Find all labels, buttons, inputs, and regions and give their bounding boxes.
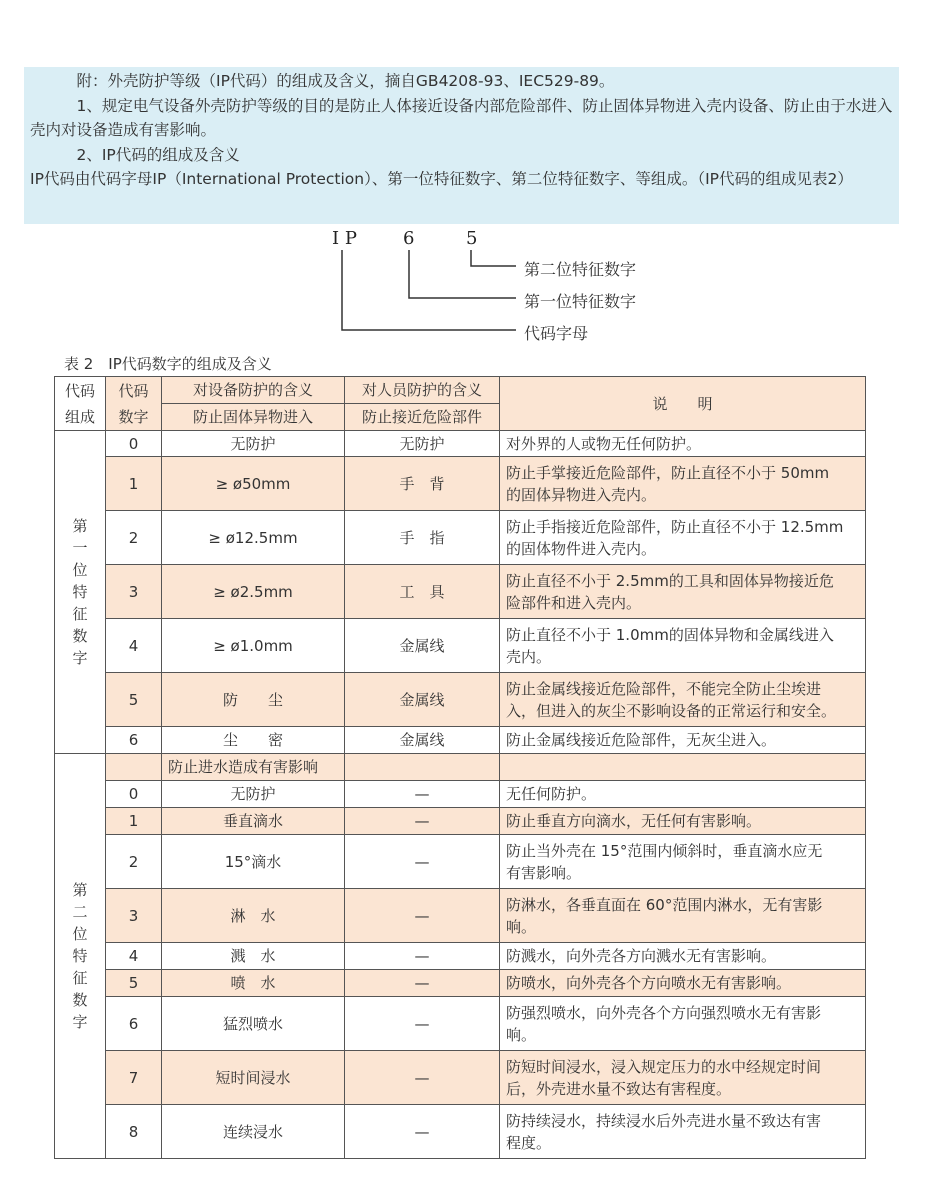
- group2-desc-line2: 有害影响。: [506, 863, 582, 882]
- group2-desc: [500, 997, 866, 1051]
- group1-equip: ≥ ø50mm: [162, 457, 345, 511]
- group2-equip: 垂直滴水: [162, 808, 345, 835]
- group2-row: [55, 781, 866, 808]
- group2-subheader-desc: [500, 754, 866, 781]
- header-desc: 说 明: [500, 377, 866, 431]
- header-person-bottom: 防止接近危险部件: [345, 404, 500, 431]
- header-person-top: 对人员防护的含义: [345, 377, 500, 404]
- group1-desc-line2: 的固体异物进入壳内。: [506, 485, 657, 504]
- group2-desc: [500, 943, 866, 970]
- diagram-second-digit: 5: [466, 228, 478, 249]
- group1-desc-line1: 防止金属线接近危险部件，无灰尘进入。: [506, 731, 777, 749]
- group1-equip: 尘 密: [162, 727, 345, 754]
- ip-code-table: [54, 376, 866, 1159]
- group2-num: 7: [106, 1051, 162, 1105]
- group1-num: 0: [106, 431, 162, 457]
- group2-person: —: [345, 1051, 500, 1105]
- group2-row: [55, 1051, 866, 1105]
- group2-row: [55, 1105, 866, 1159]
- diagram-code-letters: I P: [332, 228, 357, 249]
- group2-row: [55, 889, 866, 943]
- group1-row: [55, 565, 866, 619]
- group1-desc-line1: 防止手掌接近危险部件，防止直径不小于 50mm: [506, 463, 830, 482]
- group1-row: [55, 619, 866, 673]
- group2-desc-line1: 防喷水，向外壳各个方向喷水无有害影响。: [506, 974, 792, 992]
- group2-num: 0: [106, 781, 162, 808]
- group1-equip: ≥ ø2.5mm: [162, 565, 345, 619]
- group1-desc-line2: 壳内。: [506, 647, 552, 666]
- group1-desc: [500, 431, 866, 457]
- header-equip-bottom: 防止固体异物进入: [162, 404, 345, 431]
- group1-person: 手 背: [345, 457, 500, 511]
- group1-row: [55, 511, 866, 565]
- header-code-group-text: 代码 组成: [64, 381, 95, 426]
- header-code-group: [55, 377, 106, 431]
- group2-desc-line1: 防持续浸水，持续浸水后外壳进水量不致达有害: [506, 1111, 822, 1130]
- group2-desc: [500, 808, 866, 835]
- group2-desc: [500, 835, 866, 889]
- group1-row: [55, 673, 866, 727]
- group1-row: [55, 457, 866, 511]
- group2-desc: [500, 1105, 866, 1159]
- group1-num: 3: [106, 565, 162, 619]
- group2-row: [55, 808, 866, 835]
- group2-equip: 猛烈喷水: [162, 997, 345, 1051]
- intro-line-3: 2、IP代码的组成及含义: [76, 145, 240, 164]
- group1-row: [55, 727, 866, 754]
- group2-num: 3: [106, 889, 162, 943]
- group1-person: 工 具: [345, 565, 500, 619]
- group2-desc-line2: 响。: [506, 917, 537, 936]
- group2-person: —: [345, 808, 500, 835]
- group2-desc-line1: 防溅水，向外壳各方向溅水无有害影响。: [506, 947, 777, 965]
- group1-desc-line1: 防止直径不小于 1.0mm的固体异物和金属线进入: [506, 625, 834, 644]
- group2-subheader-row: [55, 754, 866, 781]
- group1-desc-line2: 险部件和进入壳内。: [506, 593, 642, 612]
- group2-body: [55, 754, 866, 1159]
- group2-subheader-num: [106, 754, 162, 781]
- group2-num: 1: [106, 808, 162, 835]
- group2-row: [55, 943, 866, 970]
- group2-row: [55, 997, 866, 1051]
- group2-desc-line1: 防强烈喷水，向外壳各个方向强烈喷水无有害影: [506, 1003, 822, 1022]
- group1-row: [55, 431, 866, 457]
- group1-desc: [500, 727, 866, 754]
- label-code-letters: 代码字母: [524, 324, 589, 343]
- diagram-first-digit: 6: [403, 228, 415, 249]
- connector-code-letters: [342, 250, 516, 330]
- group1-desc: [500, 457, 866, 511]
- group1-num: 1: [106, 457, 162, 511]
- group2-equip: 喷 水: [162, 970, 345, 997]
- group1-desc-line2: 入，但进入的灰尘不影响设备的正常运行和安全。: [506, 701, 837, 720]
- intro-panel: [24, 67, 899, 224]
- group2-subheader: 防止进水造成有害影响: [162, 754, 345, 781]
- group2-desc: [500, 1051, 866, 1105]
- group2-row: [55, 970, 866, 997]
- group2-desc-line2: 程度。: [506, 1133, 552, 1152]
- group1-equip: 防 尘: [162, 673, 345, 727]
- group2-desc-line1: 防止垂直方向滴水，无任何有害影响。: [506, 812, 762, 830]
- group1-num: 4: [106, 619, 162, 673]
- connector-second-digit: [471, 250, 516, 266]
- group1-equip: ≥ ø1.0mm: [162, 619, 345, 673]
- group2-equip: 淋 水: [162, 889, 345, 943]
- intro-line-4: IP代码由代码字母IP（International Protection）、第一位特征数字、第二位特征数字、等组成。（IP代码的组成见表2）: [30, 170, 853, 188]
- header-equip-top: 对设备防护的含义: [162, 377, 345, 404]
- group2-person: —: [345, 970, 500, 997]
- label-second-digit: 第二位特征数字: [524, 260, 637, 279]
- group2-equip: 溅 水: [162, 943, 345, 970]
- group2-person: —: [345, 943, 500, 970]
- group2-num: 5: [106, 970, 162, 997]
- header-code-digit-text: 代码 数字: [118, 381, 149, 426]
- group1-desc: [500, 511, 866, 565]
- intro-line-1: 附：外壳防护等级（IP代码）的组成及含义，摘自GB4208-93、IEC529-89。: [76, 72, 615, 90]
- group2-equip: 15°滴水: [162, 835, 345, 889]
- group2-desc-line2: 后，外壳进水量不致达有害程度。: [506, 1079, 732, 1098]
- group1-person: 金属线: [345, 619, 500, 673]
- group2-num: 8: [106, 1105, 162, 1159]
- group1-desc-line1: 防止直径不小于 2.5mm的工具和固体异物接近危: [506, 571, 834, 590]
- group1-desc-line2: 的固体物件进入壳内。: [506, 539, 657, 558]
- table-caption: 表 2 IP代码数字的组成及含义: [64, 355, 272, 373]
- group2-subheader-person: [345, 754, 500, 781]
- header-code-digit: [106, 377, 162, 431]
- group2-desc-line1: 防短时间浸水，浸入规定压力的水中经规定时间: [506, 1057, 822, 1076]
- group2-row: [55, 835, 866, 889]
- group2-label: 第 二 位 特 征 数 字: [55, 754, 106, 1159]
- header-row: [55, 377, 866, 404]
- group2-desc-line2: 响。: [506, 1025, 537, 1044]
- group1-label: 第 一 位 特 征 数 字: [55, 431, 106, 754]
- group2-num: 4: [106, 943, 162, 970]
- group1-person: 手 指: [345, 511, 500, 565]
- group2-desc: [500, 889, 866, 943]
- group1-num: 2: [106, 511, 162, 565]
- group1-desc: [500, 673, 866, 727]
- group1-person: 金属线: [345, 727, 500, 754]
- group2-desc: [500, 970, 866, 997]
- group2-desc-line1: 无任何防护。: [506, 785, 597, 803]
- group2-desc: [500, 781, 866, 808]
- group2-num: 2: [106, 835, 162, 889]
- group2-desc-line1: 防止当外壳在 15°范围内倾斜时，垂直滴水应无: [506, 841, 823, 860]
- connector-first-digit: [409, 250, 516, 298]
- group1-num: 5: [106, 673, 162, 727]
- group2-equip: 短时间浸水: [162, 1051, 345, 1105]
- group2-person: —: [345, 997, 500, 1051]
- group1-desc-line1: 防止金属线接近危险部件，不能完全防止尘埃进: [506, 679, 822, 698]
- group1-person: 无防护: [345, 431, 500, 457]
- group1-person: 金属线: [345, 673, 500, 727]
- group2-person: —: [345, 1105, 500, 1159]
- group1-desc-line1: 防止手指接近危险部件，防止直径不小于 12.5mm: [506, 517, 844, 536]
- group2-person: —: [345, 835, 500, 889]
- group2-desc-line1: 防淋水，各垂直面在 60°范围内淋水，无有害影: [506, 895, 823, 914]
- group1-body: [55, 431, 866, 754]
- group2-person: —: [345, 781, 500, 808]
- group2-equip: 连续浸水: [162, 1105, 345, 1159]
- label-first-digit: 第一位特征数字: [524, 292, 637, 311]
- intro-line-2: 1、规定电气设备外壳防护等级的目的是防止人体接近设备内部危险部件、防止固体异物进入壳内设备、防止由于水进入壳内对设备造成有害影响。: [30, 96, 893, 139]
- group1-num: 6: [106, 727, 162, 754]
- group1-desc: [500, 619, 866, 673]
- group1-equip: 无防护: [162, 431, 345, 457]
- group2-person: —: [345, 889, 500, 943]
- group2-num: 6: [106, 997, 162, 1051]
- group1-desc-line1: 对外界的人或物无任何防护。: [506, 434, 702, 453]
- group1-desc: [500, 565, 866, 619]
- group1-equip: ≥ ø12.5mm: [162, 511, 345, 565]
- group2-equip: 无防护: [162, 781, 345, 808]
